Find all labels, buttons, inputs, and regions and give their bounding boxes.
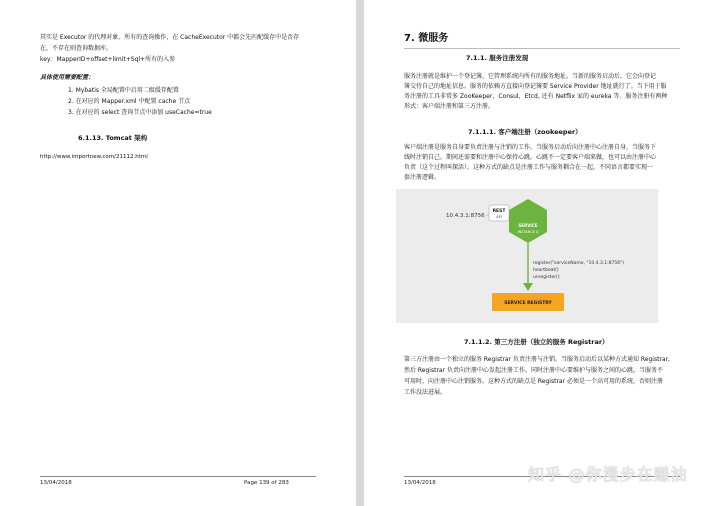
service-registration-diagram xyxy=(396,189,658,323)
api-label: API xyxy=(496,215,502,219)
para-line: 然后 Registrar 负责向注册中心发起注册工作。同时注册中心要维护与服务之间的心跳，当服务不 xyxy=(404,367,663,374)
para-line: 形式：客户端注册和第三方注册。 xyxy=(404,103,495,110)
rest-label: REST xyxy=(492,209,506,214)
section-title: 6.1.13. Tomcat 架构 xyxy=(78,134,148,142)
para-line: 负责（这个过程叫探活）。这种方式的缺点是注册工作与服务耦合在一起，不同语言都要实现一 xyxy=(404,164,654,171)
footer-date: 13/04/2018 xyxy=(404,480,436,486)
para-line: 服务注册就是维护一个登记簿，它管理系统内所有的服务地址。当新的服务启动后，它会向登记 xyxy=(404,73,657,80)
config-step: 2. 在对应的 Mapper.xml 中配置 cache 节点 xyxy=(68,98,191,105)
instance-label: INSTANCE A xyxy=(517,230,539,234)
para-line: 簿交待自己的地址信息。服务的依赖方直接向登记簿要 Service Provider 地址就行了。当下用于服 xyxy=(404,83,667,90)
para-line: 线时注销自己。期间还需要和注册中心保持心跳。心跳不一定要客户端来做，也可以由注册中心 xyxy=(404,154,657,161)
watermark: 知乎 @你漫步在赚油 xyxy=(528,465,688,484)
para-line: 工作没法进展。 xyxy=(404,389,447,396)
address-label: 10.4.3.1:8756 xyxy=(446,213,485,219)
para-line: 务注册的工具非常多 ZooKeeper，Consul，Etcd, 还有 Netflix 家的 eureka 等。服务注册有两种 xyxy=(404,93,668,100)
left-page xyxy=(0,0,356,506)
left-para-line: 在，不存在则查询数据库。 xyxy=(40,45,113,52)
chapter-title: 7. 微服务 xyxy=(404,33,449,44)
reference-link[interactable]: http://www.importnew.com/21112.html xyxy=(40,154,148,160)
registration-arrow-head-icon xyxy=(523,283,533,291)
service-hexagon-icon xyxy=(509,199,547,243)
para-line: 客户端注册是服务自身要负责注册与注销的工作。当服务启动后向注册中心注册自身，当服务下 xyxy=(404,144,657,151)
para-line: 第三方注册由一个独立的服务 Registrar 负责注册与注销。当服务启动后以某种方式通知 Registrar, xyxy=(404,356,670,363)
footer-date: 13/04/2018 xyxy=(40,480,72,486)
unregister-call: unregister() xyxy=(533,275,560,280)
config-step: 3. 在对应的 select 查询节点中添加 useCache=true xyxy=(68,109,212,116)
config-heading: 具体使用需要配置： xyxy=(40,74,95,81)
para-line: 套注册逻辑。 xyxy=(404,174,441,181)
right-page xyxy=(364,0,720,506)
footer-rule xyxy=(40,476,316,477)
section-title: 7.1.1. 服务注册发现 xyxy=(466,54,529,62)
diagram-svg xyxy=(396,189,658,323)
heartbeat-call: heartbeat() xyxy=(533,268,559,273)
subsection-title: 7.1.1.1. 客户端注册（zookeeper） xyxy=(468,128,582,136)
chapter-rule xyxy=(404,48,680,49)
left-para-line: 其实是 Executor 的代理对象。所有的查询操作，在 CacheExecutor 中都会先匹配缓存中是否存 xyxy=(40,34,300,41)
subsection-title: 7.1.1.2. 第三方注册（独立的服务 Registrar） xyxy=(464,338,609,346)
config-step: 1. Mybatis 全局配置中启用二级缓存配置 xyxy=(68,87,179,94)
service-label: SERVICE xyxy=(518,223,538,228)
left-para-line: key：MapperID+offset+limit+Sql+所有的入参 xyxy=(40,56,176,63)
footer-page-number: Page 139 of 283 xyxy=(244,480,289,486)
para-line: 可用时，向注册中心注销服务。这种方式的缺点是 Registrar 必须是一个高可用的系统，否则注册 xyxy=(404,378,663,385)
register-call: register("serviceName, "10.4.3.1:8756") xyxy=(533,261,624,266)
service-registry-label: SERVICE REGISTRY xyxy=(504,301,552,306)
